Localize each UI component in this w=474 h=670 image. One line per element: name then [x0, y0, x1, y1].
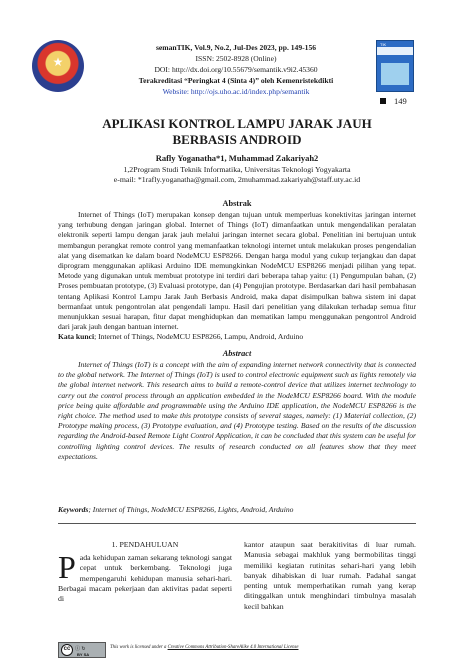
- intro-left-text: ada kehidupan zaman sekarang teknologi sangat cepat untuk berkembang. Teknologi juga mempengaruhi kehidupan manusia sehari-hari. Berbagai macam pekerjaan dan aktivitas padat seperti di: [58, 553, 232, 604]
- license-text: This work is licensed under a Creative Commons Attribution-ShareAlike 4.0 International License: [110, 645, 299, 650]
- page-number: 149: [380, 96, 407, 106]
- website-link[interactable]: Website: http://ojs.uho.ac.id/index.php/semantik: [162, 87, 310, 96]
- journal-header: [98, 42, 374, 97]
- logo-star-icon: ★: [52, 55, 64, 69]
- abstract-text: Internet of Things (IoT) is a concept with the aim of expanding internet network connectivity that is connected to the global network. The Internet of Things (IoT) is used to control electronic equipment such as lights remotely via the global internet network. This research aims to build a remote-control device that utilizes internet technology to carry out the control process through an application embedded in the NodeMCU ESP8266 board. With the module price being quite affordable and programmable using the Arduino IDE application, the NodeMCU ESP8266 is the right choice. The method used to make this prototype consists of several stages, namely: (1) Material collection, (2) Prototype making process, (3) Prototype evaluation, and (4) Prototype testing. Based on the results of the discussion regarding the Android-based Remote Light Control Application, it can be concluded that this system can be useful for controlling lighting control devices. The results of research conducted on all features show that they meet expectations.: [58, 360, 416, 461]
- doi: DOI: http://dx.doi.org/10.55679/semantik.v9i2.45360: [154, 65, 318, 74]
- kata-kunci: Kata kunci; Internet of Things, NodeMCU ESP8266, Lampu, Android, Arduino: [58, 332, 304, 341]
- journal-cover-image: [376, 40, 414, 92]
- intro-left-column: [58, 549, 232, 604]
- issn: ISSN: 2502-8928 (Online): [195, 54, 277, 63]
- journal-line: semanTIK, Vol.9, No.2, Jul-Des 2023, pp. 149-156: [155, 43, 317, 52]
- badge-labels: BY SA: [77, 652, 90, 657]
- section-divider: [58, 523, 416, 524]
- authors: Rafly Yoganatha*1, Muhammad Zakariyah2: [155, 153, 319, 163]
- by-sa-icon: ⓘ ↻: [75, 646, 86, 652]
- intro-right-column: kantor ataupun saat berakitivitas di luar rumah. Manusia sebagai makhluk yang bermobilitas tinggi memiliki kegiatan rutinitas sehari-hari yang lebih banyak dihabiskan di luar rumah. Padahal sangat penting untuk memperhatikan rumah yang kerap ditinggalkan untuk menghindari timbulnya masalah kecil bahkan: [244, 540, 416, 611]
- affiliation-block: [50, 165, 424, 185]
- university-logo: [32, 40, 84, 92]
- cover-text: TIK: [380, 42, 387, 47]
- article-title: APLIKASI KONTROL LAMPU JARAK JAUH BERBASIS ANDROID: [102, 116, 372, 147]
- drop-cap: P: [58, 549, 76, 585]
- license-footer: [58, 642, 416, 658]
- section-heading: 1. PENDAHULUAN: [111, 540, 179, 549]
- cover-band-lower: [381, 63, 409, 85]
- license-link[interactable]: Creative Commons Attribution-ShareAlike 4.0 International License: [167, 645, 299, 650]
- cover-band: [377, 47, 413, 55]
- cc-license-badge[interactable]: [58, 642, 106, 658]
- creative-commons-icon: cc: [61, 644, 73, 656]
- square-bullet-icon: [380, 98, 386, 104]
- abstrak-heading: Abstrak: [222, 199, 252, 208]
- abstract-heading: Abstract: [222, 349, 252, 358]
- affiliation: 1,2Program Studi Teknik Informatika, Universitas Teknologi Yogyakarta: [123, 165, 351, 174]
- accreditation: Terakreditasi “Peringkat 4 (Sinta 4)” oleh Kemenristekdikti: [138, 76, 334, 85]
- abstrak-text: Internet of Things (IoT) merupakan konsep dengan tujuan untuk memperluas konektivitas jaringan internet yang terhubung dengan jaringan global. Internet of Things (IoT) dimanfaatkan untuk mengendalikan peralatan elektronik seperti lampu dengan jarak jauh melalui jaringan internet secara global. Penelitian ini bertujuan untuk membangun perangkat remote control yang memanfaatkan teknologi internet untuk melakukan proses pengendalian alat yang disematkan ke dalam board NodeMCU ESP8266. Dengan harga modul yang cukup terjangkau dan dapat diprogram menggunakan aplikasi Arduino IDE memungkinkan NodeMCU ESP8266 menjadi pilihan yang tepat. Metode yang digunakan untuk membuat prototype ini terdiri dari beberapa tahap yaitu: (1) Pengumpulan bahan, (2) Proses pembuatan prototype, (3) Evaluasi prototype, dan (4) Pengujian prototype. Berdasarkan dari hasil pembahasan tentang Aplikasi Kontrol Lampu Jarak Jauh Berbasis Android, maka dapat disimpulkan bahwa sistem ini dapat bermanfaat untuk pengontrolan alat pengendali lampu. Hasil dari penelitian yang dilakukan terhadap semua fitur menunjukkan sesuai harapan, fitur dapat menghidupkan dan mematikan lampu menggunakan pengontrol Android dari jarak jauh dengan bantuan internet.: [58, 210, 416, 332]
- email-line: e-mail: *1rafly.yoganatha@gmail.com, 2muhammad.zakariyah@staff.uty.ac.id: [113, 175, 361, 184]
- keywords-en: Keywords; Internet of Things, NodeMCU ESP8266, Lights, Android, Arduino: [58, 505, 294, 514]
